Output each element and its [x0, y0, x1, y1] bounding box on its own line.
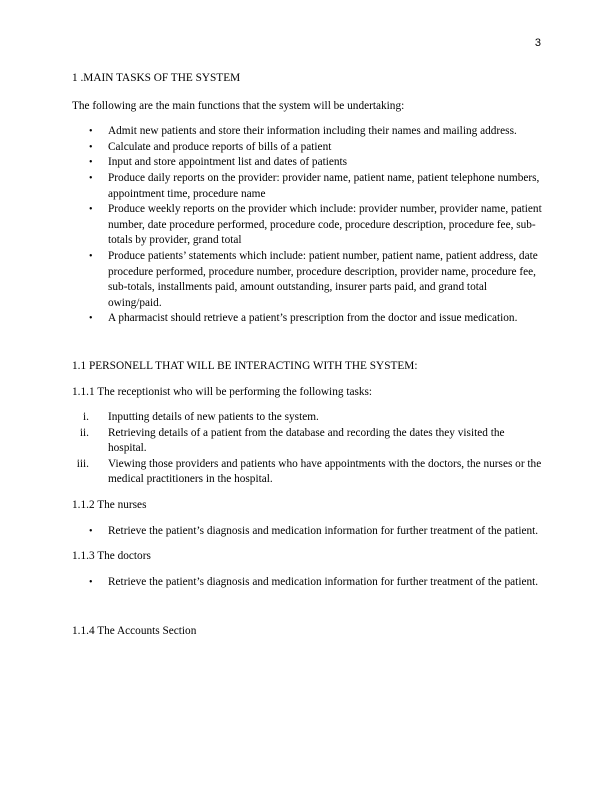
list-number: ii. — [79, 426, 89, 439]
list-item: • Input and store appointment list and dates of patients — [72, 155, 542, 171]
doctors-tasks-list — [72, 575, 542, 591]
nurses-heading: 1.1.2 The nurses — [72, 499, 147, 512]
page-number: 3 — [534, 37, 541, 49]
list-item: • Retrieve the patient’s diagnosis and medication information for further treatment of the patient. — [72, 524, 542, 540]
accounts-heading: 1.1.4 The Accounts Section — [72, 625, 197, 638]
receptionist-tasks-list — [72, 410, 542, 488]
list-number: iii. — [76, 457, 89, 470]
bullet-icon: • — [89, 126, 93, 138]
bullet-icon: • — [89, 141, 93, 153]
list-item: iii. Viewing those providers and patients who have appointments with the doctors, the nurses or the medical practitioners in the hospital. — [72, 457, 542, 488]
receptionist-heading: 1.1.1 The receptionist who will be performing the following tasks: — [72, 385, 373, 398]
document-body — [72, 71, 542, 640]
list-item: • Produce patients’ statements which include: patient number, patient name, patient address, date procedure performed, procedure number, procedure description, provider name, procedure fee, sub-totals, installments paid, amount outstanding, insurer parts paid, and grand total owing/paid. — [89, 249, 538, 309]
list-item: i. Inputting details of new patients to the system. — [72, 410, 542, 426]
main-tasks-list — [72, 124, 542, 327]
list-item: • Retrieve the patient’s diagnosis and medication information for further treatment of the patient. — [72, 575, 542, 591]
bullet-icon: • — [89, 172, 93, 184]
bullet-icon: • — [89, 576, 93, 588]
intro-paragraph: The following are the main functions that the system will be undertaking: — [72, 99, 405, 112]
personnel-heading: 1.1 PERSONELL THAT WILL BE INTERACTING WITH THE SYSTEM: — [72, 359, 418, 372]
main-heading: 1 .MAIN TASKS OF THE SYSTEM — [72, 72, 241, 84]
list-number: i. — [83, 411, 89, 424]
bullet-icon: • — [89, 250, 93, 262]
list-item: • Calculate and produce reports of bills of a patient — [72, 140, 542, 156]
list-item: • Produce daily reports on the provider: provider name, patient name, patient telephone numbers, appointment time, procedure name — [89, 171, 540, 200]
list-item: ii. Retrieving details of a patient from the database and recording the dates they visited the hospital. — [72, 426, 542, 457]
list-item: • Produce weekly reports on the provider which include: provider number, provider name, patient number, date procedure performed, procedure code, procedure description, procedure fee, sub-totals by provider, grand total — [89, 203, 542, 247]
bullet-icon: • — [89, 204, 93, 216]
bullet-icon: • — [89, 157, 93, 169]
list-item: • A pharmacist should retrieve a patient’s prescription from the doctor and issue medication. — [72, 311, 542, 327]
bullet-icon: • — [89, 313, 93, 325]
nurses-tasks-list — [72, 524, 542, 540]
doctors-heading: 1.1.3 The doctors — [72, 550, 151, 563]
list-item: • Admit new patients and store their information including their names and mailing address. — [72, 124, 542, 140]
bullet-icon: • — [89, 525, 93, 537]
